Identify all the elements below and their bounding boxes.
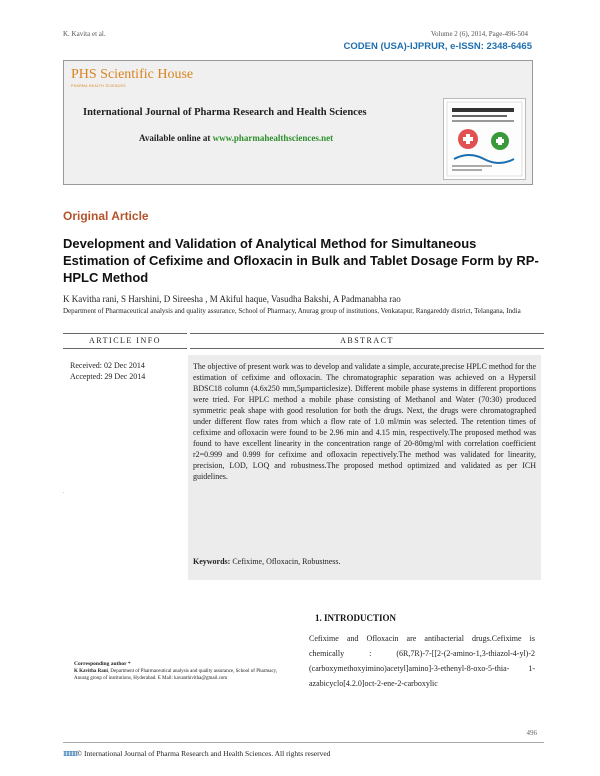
online-label: Available online at (139, 133, 213, 143)
article-info-header (63, 333, 187, 349)
footer-divider (63, 742, 544, 743)
corresponding-author-label: Corresponding author * (74, 661, 131, 667)
keywords (193, 557, 536, 566)
article-info-heading: ARTICLE INFO (89, 336, 161, 345)
journal-cover-icon (444, 99, 525, 179)
publisher-name: PHS Scientific House (71, 67, 194, 82)
corresponding-author-name: K Kavitha Rani (74, 669, 108, 674)
keywords-label: Keywords: (193, 557, 231, 566)
received-date: Received: 02 Dec 2014 (70, 361, 145, 370)
footer-marks: IIIIIIIII (63, 749, 77, 758)
introduction-heading: 1. INTRODUCTION (315, 613, 397, 623)
keywords-list: Cefixime, Ofloxacin, Robustness. (230, 557, 341, 566)
corresponding-author-info: , Department of Pharmaceutical analysis and quality assurance, School of Pharmacy, Anurag group of institutions, Hyderabad. E Mail: kavanthivitha@gmail.com (74, 669, 278, 681)
page-number: 496 (526, 729, 537, 737)
article-type: Original Article (63, 209, 149, 223)
abstract-header (190, 333, 544, 349)
journal-title: International Journal of Pharma Research and Health Sciences (83, 107, 367, 118)
introduction-text: Cefixime and Ofloxacin are antibacterial drugs.Cefixime is chemically : (6R,7R)-7-[[2-(2-amino-1,3-thiazol-4-yl)-2 (carboxymethoxyimino)acetyl]amino]-3-ethenyl-8-oxo-5-thia- 1-azabicyclo[4.2.0]oct-2-ene-2-carboxylic (309, 634, 535, 688)
author-list: K Kavitha rani, S Harshini, D Sireesha , M Akiful haque, Vasudha Bakshi, A Padmanabha rao (63, 294, 401, 304)
article-title: Development and Validation of Analytical Method for Simultaneous Estimation of Cefixime and Ofloxacin in Bulk and Tablet Dosage Form by RP-HPLC Method (63, 236, 539, 285)
journal-cover-image (443, 98, 526, 180)
accepted-date: Accepted: 29 Dec 2014 (70, 372, 146, 381)
publisher-subtitle: PHARMA HEALTH SCIENCES (71, 84, 126, 88)
stray-dot: . (63, 489, 65, 495)
volume-info: Volume 2 (6), 2014, Page-496-504 (430, 30, 528, 38)
corresponding-author-details (74, 668, 279, 682)
journal-url[interactable]: www.pharmahealthsciences.net (212, 133, 334, 143)
abstract-text: The objective of present work was to develop and validate a simple, accurate,precise HPLC method for the estimation of cefixime and ofloxacin. The chromatographic separation was achieved on a Hypersil BDSC18 column (4.6x250 mm,5μmparticlesize). Different mobile phase systems in different proportions were tried. For HPLC method a mobile phase consisting of Methanol and Water (70:30) produced symmetric peak shape with good resolution for both the drugs. Next, the drugs were chromatographed under different flow rates from which a flow rate of 1.0 ml/min was selected. The retention times of cefixime and ofloxacin were found to be 2.96 min and 4.15 min, respectively.The proposed method was found to have excellent linearity in the concentration range of 20-80mg/ml with correlation coefficient r2=0.999 and 0.999 for cefixime and ofloxacin repectively.The method was validated for linearity, precision, LOD, LOQ and robustness.The proposed method optimized and validated as per ICH guidelines. (193, 362, 536, 481)
affiliation: Department of Pharmaceutical analysis and quality assurance, School of Pharmacy, Anurag group of institutions, Venkatapur, Rangareddy district, Telangana, India (63, 307, 521, 315)
available-online (139, 133, 333, 143)
footer-copyright (63, 749, 330, 758)
running-author: K. Kavita et al. (63, 30, 106, 38)
abstract-heading: ABSTRACT (340, 336, 394, 345)
copyright-text: © International Journal of Pharma Research and Health Sciences. All rights reserved (76, 749, 331, 758)
coden-issn: CODEN (USA)-IJPRUR, e-ISSN: 2348-6465 (343, 41, 532, 52)
